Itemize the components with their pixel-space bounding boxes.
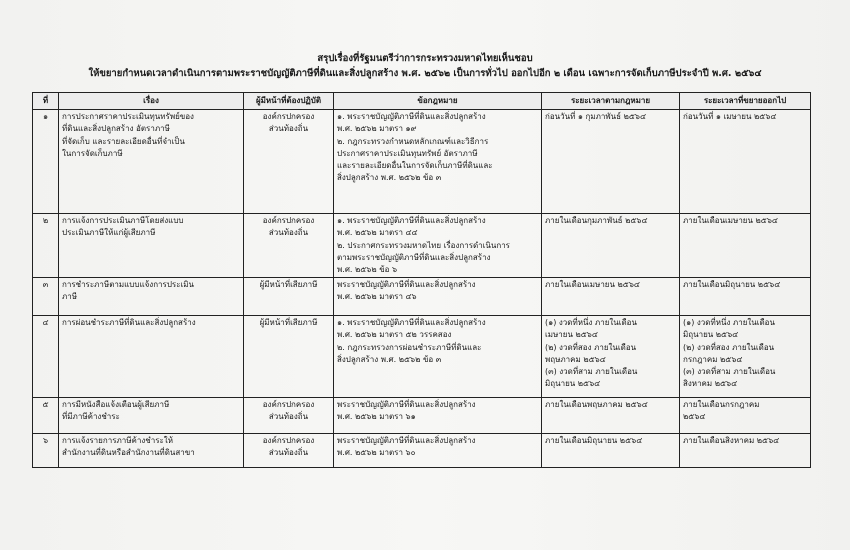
cell-subject xyxy=(59,278,244,316)
cell-line: พ.ศ. ๒๕๖๒ มาตรา ๖๐ xyxy=(337,448,416,458)
cell-extended-period xyxy=(680,110,811,214)
cell-line: ประเมินภาษีให้แก่ผู้เสียภาษี xyxy=(62,228,156,238)
cell-line: ภายในเดือนมิถุนายน ๒๕๖๔ xyxy=(545,436,643,446)
cell-line: องค์กรปกครอง xyxy=(262,436,315,446)
cell-line: ที่ดินและสิ่งปลูกสร้าง อัตราภาษี xyxy=(62,124,170,134)
cell-line: ส่วนท้องถิ่น xyxy=(268,448,309,458)
cell-line: ที่จัดเก็บ และรายละเอียดอื่นที่จำเป็น xyxy=(62,136,185,146)
cell-line: (๓) งวดที่สาม ภายในเดือน xyxy=(683,367,776,377)
cell-law xyxy=(334,434,542,468)
cell-line: (๓) งวดที่สาม ภายในเดือน xyxy=(545,367,638,377)
cell-line: ก่อนวันที่ ๑ เมษายน ๒๕๖๔ xyxy=(683,112,777,122)
schedule-table xyxy=(32,92,811,468)
cell-line: พ.ศ. ๒๕๖๒ มาตรา ๔๖ xyxy=(337,292,417,302)
cell-responsible xyxy=(244,316,334,398)
cell-line: ภายในเดือนสิงหาคม ๒๕๖๔ xyxy=(683,436,780,446)
cell-line: การผ่อนชำระภาษีที่ดินและสิ่งปลูกสร้าง xyxy=(62,318,196,328)
cell-line: ๑. พระราชบัญญัติภาษีที่ดินและสิ่งปลูกสร้าง xyxy=(337,112,486,122)
cell-extended-period xyxy=(680,278,811,316)
cell-no: ๓ xyxy=(33,278,59,316)
header-subject: เรื่อง xyxy=(59,93,244,110)
cell-line: ๑. พระราชบัญญัติภาษีที่ดินและสิ่งปลูกสร้าง xyxy=(337,216,486,226)
cell-line: การมีหนังสือแจ้งเตือนผู้เสียภาษี xyxy=(62,400,170,410)
cell-line: (๒) งวดที่สอง ภายในเดือน xyxy=(545,342,637,352)
cell-no: ๖ xyxy=(33,434,59,468)
cell-line: เมษายน ๒๕๖๔ xyxy=(545,330,598,340)
cell-line: (๒) งวดที่สอง ภายในเดือน xyxy=(683,342,775,352)
cell-line: ภายในเดือนเมษายน ๒๕๖๔ xyxy=(683,216,778,226)
cell-line: และรายละเอียดอื่นในการจัดเก็บภาษีที่ดินและ xyxy=(337,161,493,171)
cell-extended-period xyxy=(680,434,811,468)
cell-line: องค์กรปกครอง xyxy=(262,400,315,410)
cell-line: พ.ศ. ๒๕๖๒ มาตรา ๖๑ xyxy=(337,412,416,422)
cell-line: ภาษี xyxy=(62,292,78,302)
header-legal-period: ระยะเวลาตามกฎหมาย xyxy=(542,93,680,110)
cell-line: ส่วนท้องถิ่น xyxy=(268,124,309,134)
cell-line: การแจ้งรายการภาษีค้างชำระให้ xyxy=(62,436,173,446)
cell-line: ก่อนวันที่ ๑ กุมภาพันธ์ ๒๕๖๔ xyxy=(545,112,647,122)
cell-line: พ.ศ. ๒๕๖๒ มาตรา ๔๔ xyxy=(337,228,418,238)
cell-line: ๒. กฎกระทรวงการผ่อนชำระภาษีที่ดินและ xyxy=(337,342,482,352)
cell-line: พ.ศ. ๒๕๖๒ มาตรา ๕๒ วรรคสอง xyxy=(337,330,452,340)
cell-line: ส่วนท้องถิ่น xyxy=(268,228,309,238)
cell-line: พระราชบัญญัติภาษีที่ดินและสิ่งปลูกสร้าง xyxy=(337,280,476,290)
cell-line: สิ่งปลูกสร้าง พ.ศ. ๒๕๖๒ ข้อ ๓ xyxy=(337,354,442,364)
cell-legal-period xyxy=(542,278,680,316)
cell-legal-period xyxy=(542,214,680,278)
cell-line: การแจ้งการประเมินภาษีโดยส่งแบบ xyxy=(62,216,184,226)
cell-law xyxy=(334,278,542,316)
cell-line: ในการจัดเก็บภาษี xyxy=(62,148,123,158)
cell-line: ๒. กฎกระทรวงกำหนดหลักเกณฑ์และวิธีการ xyxy=(337,136,489,146)
cell-legal-period xyxy=(542,398,680,434)
cell-subject xyxy=(59,434,244,468)
cell-extended-period xyxy=(680,214,811,278)
cell-line: พระราชบัญญัติภาษีที่ดินและสิ่งปลูกสร้าง xyxy=(337,400,476,410)
cell-line: ๑. พระราชบัญญัติภาษีที่ดินและสิ่งปลูกสร้าง xyxy=(337,318,486,328)
cell-line: มิถุนายน ๒๕๖๔ xyxy=(545,379,601,389)
cell-subject xyxy=(59,398,244,434)
cell-responsible xyxy=(244,434,334,468)
cell-line: การชำระภาษีตามแบบแจ้งการประเมิน xyxy=(62,280,194,290)
cell-line: องค์กรปกครอง xyxy=(262,216,315,226)
cell-subject xyxy=(59,110,244,214)
table-row xyxy=(33,214,811,278)
cell-subject xyxy=(59,214,244,278)
cell-line: ๒๕๖๔ xyxy=(683,412,706,422)
header-law: ข้อกฎหมาย xyxy=(334,93,542,110)
cell-line: ประกาศราคาประเมินทุนทรัพย์ อัตราภาษี xyxy=(337,148,478,158)
document-subtitle: ให้ขยายกำหนดเวลาดำเนินการตามพระราชบัญญัติภาษีที่ดินและสิ่งปลูกสร้าง พ.ศ. ๒๕๖๒ เป็นการทั่วไป ออกไปอีก ๒ เดือน เฉพาะการจัดเก็บภาษีประจำปี พ.ศ. ๒๕๖๔ xyxy=(88,68,762,79)
header-extended-period: ระยะเวลาที่ขยายออกไป xyxy=(680,93,811,110)
cell-line: พ.ศ. ๒๕๖๒ มาตรา ๑๙ xyxy=(337,124,417,134)
cell-line: พระราชบัญญัติภาษีที่ดินและสิ่งปลูกสร้าง xyxy=(337,436,476,446)
cell-line: ผู้มีหน้าที่เสียภาษี xyxy=(259,280,318,290)
cell-line: ภายในเดือนกุมภาพันธ์ ๒๕๖๔ xyxy=(545,216,648,226)
cell-line: สิ่งปลูกสร้าง พ.ศ. ๒๕๖๒ ข้อ ๓ xyxy=(337,173,442,183)
cell-subject xyxy=(59,316,244,398)
cell-line: องค์กรปกครอง xyxy=(262,112,315,122)
cell-line: ภายในเดือนเมษายน ๒๕๖๔ xyxy=(545,280,640,290)
cell-line: ๒. ประกาศกระทรวงมหาดไทย เรื่องการดำเนินการ xyxy=(337,240,510,250)
cell-law xyxy=(334,110,542,214)
cell-law xyxy=(334,214,542,278)
table-row xyxy=(33,434,811,468)
document-title: สรุปเรื่องที่รัฐมนตรีว่าการกระทรวงมหาดไทยเห็นชอบ xyxy=(317,53,533,64)
cell-legal-period xyxy=(542,434,680,468)
cell-line: (๑) งวดที่หนึ่ง ภายในเดือน xyxy=(545,318,637,328)
table-row xyxy=(33,316,811,398)
cell-line: ที่มีภาษีค้างชำระ xyxy=(62,412,120,422)
cell-line: สิงหาคม ๒๕๖๔ xyxy=(683,379,738,389)
cell-no: ๒ xyxy=(33,214,59,278)
cell-responsible xyxy=(244,278,334,316)
cell-line: ภายในเดือนมิถุนายน ๒๕๖๔ xyxy=(683,280,781,290)
cell-legal-period xyxy=(542,316,680,398)
cell-no: ๑ xyxy=(33,110,59,214)
table-row xyxy=(33,278,811,316)
cell-line: พ.ศ. ๒๕๖๒ ข้อ ๖ xyxy=(337,265,398,275)
cell-line: ผู้มีหน้าที่เสียภาษี xyxy=(259,318,318,328)
header-no: ที่ xyxy=(33,93,59,110)
cell-line: พฤษภาคม ๒๕๖๔ xyxy=(545,354,606,364)
cell-law xyxy=(334,316,542,398)
cell-line: กรกฎาคม ๒๕๖๔ xyxy=(683,354,743,364)
cell-line: ภายในเดือนพฤษภาคม ๒๕๖๔ xyxy=(545,400,648,410)
cell-line: (๑) งวดที่หนึ่ง ภายในเดือน xyxy=(683,318,775,328)
cell-no: ๕ xyxy=(33,398,59,434)
cell-law xyxy=(334,398,542,434)
cell-line: ตามพระราชบัญญัติภาษีที่ดินและสิ่งปลูกสร้าง xyxy=(337,252,491,262)
cell-responsible xyxy=(244,110,334,214)
cell-responsible xyxy=(244,398,334,434)
table-header-row xyxy=(33,93,811,110)
table-row xyxy=(33,398,811,434)
cell-line: การประกาศราคาประเมินทุนทรัพย์ของ xyxy=(62,112,194,122)
table-row xyxy=(33,110,811,214)
cell-no: ๔ xyxy=(33,316,59,398)
cell-extended-period xyxy=(680,398,811,434)
cell-line: มิถุนายน ๒๕๖๔ xyxy=(683,330,739,340)
cell-line: ส่วนท้องถิ่น xyxy=(268,412,309,422)
cell-line: สำนักงานที่ดินหรือสำนักงานที่ดินสาขา xyxy=(62,448,195,458)
cell-legal-period xyxy=(542,110,680,214)
cell-extended-period xyxy=(680,316,811,398)
cell-responsible xyxy=(244,214,334,278)
cell-line: ภายในเดือนกรกฎาคม xyxy=(683,400,760,410)
header-responsible: ผู้มีหน้าที่ต้องปฏิบัติ xyxy=(244,93,334,110)
